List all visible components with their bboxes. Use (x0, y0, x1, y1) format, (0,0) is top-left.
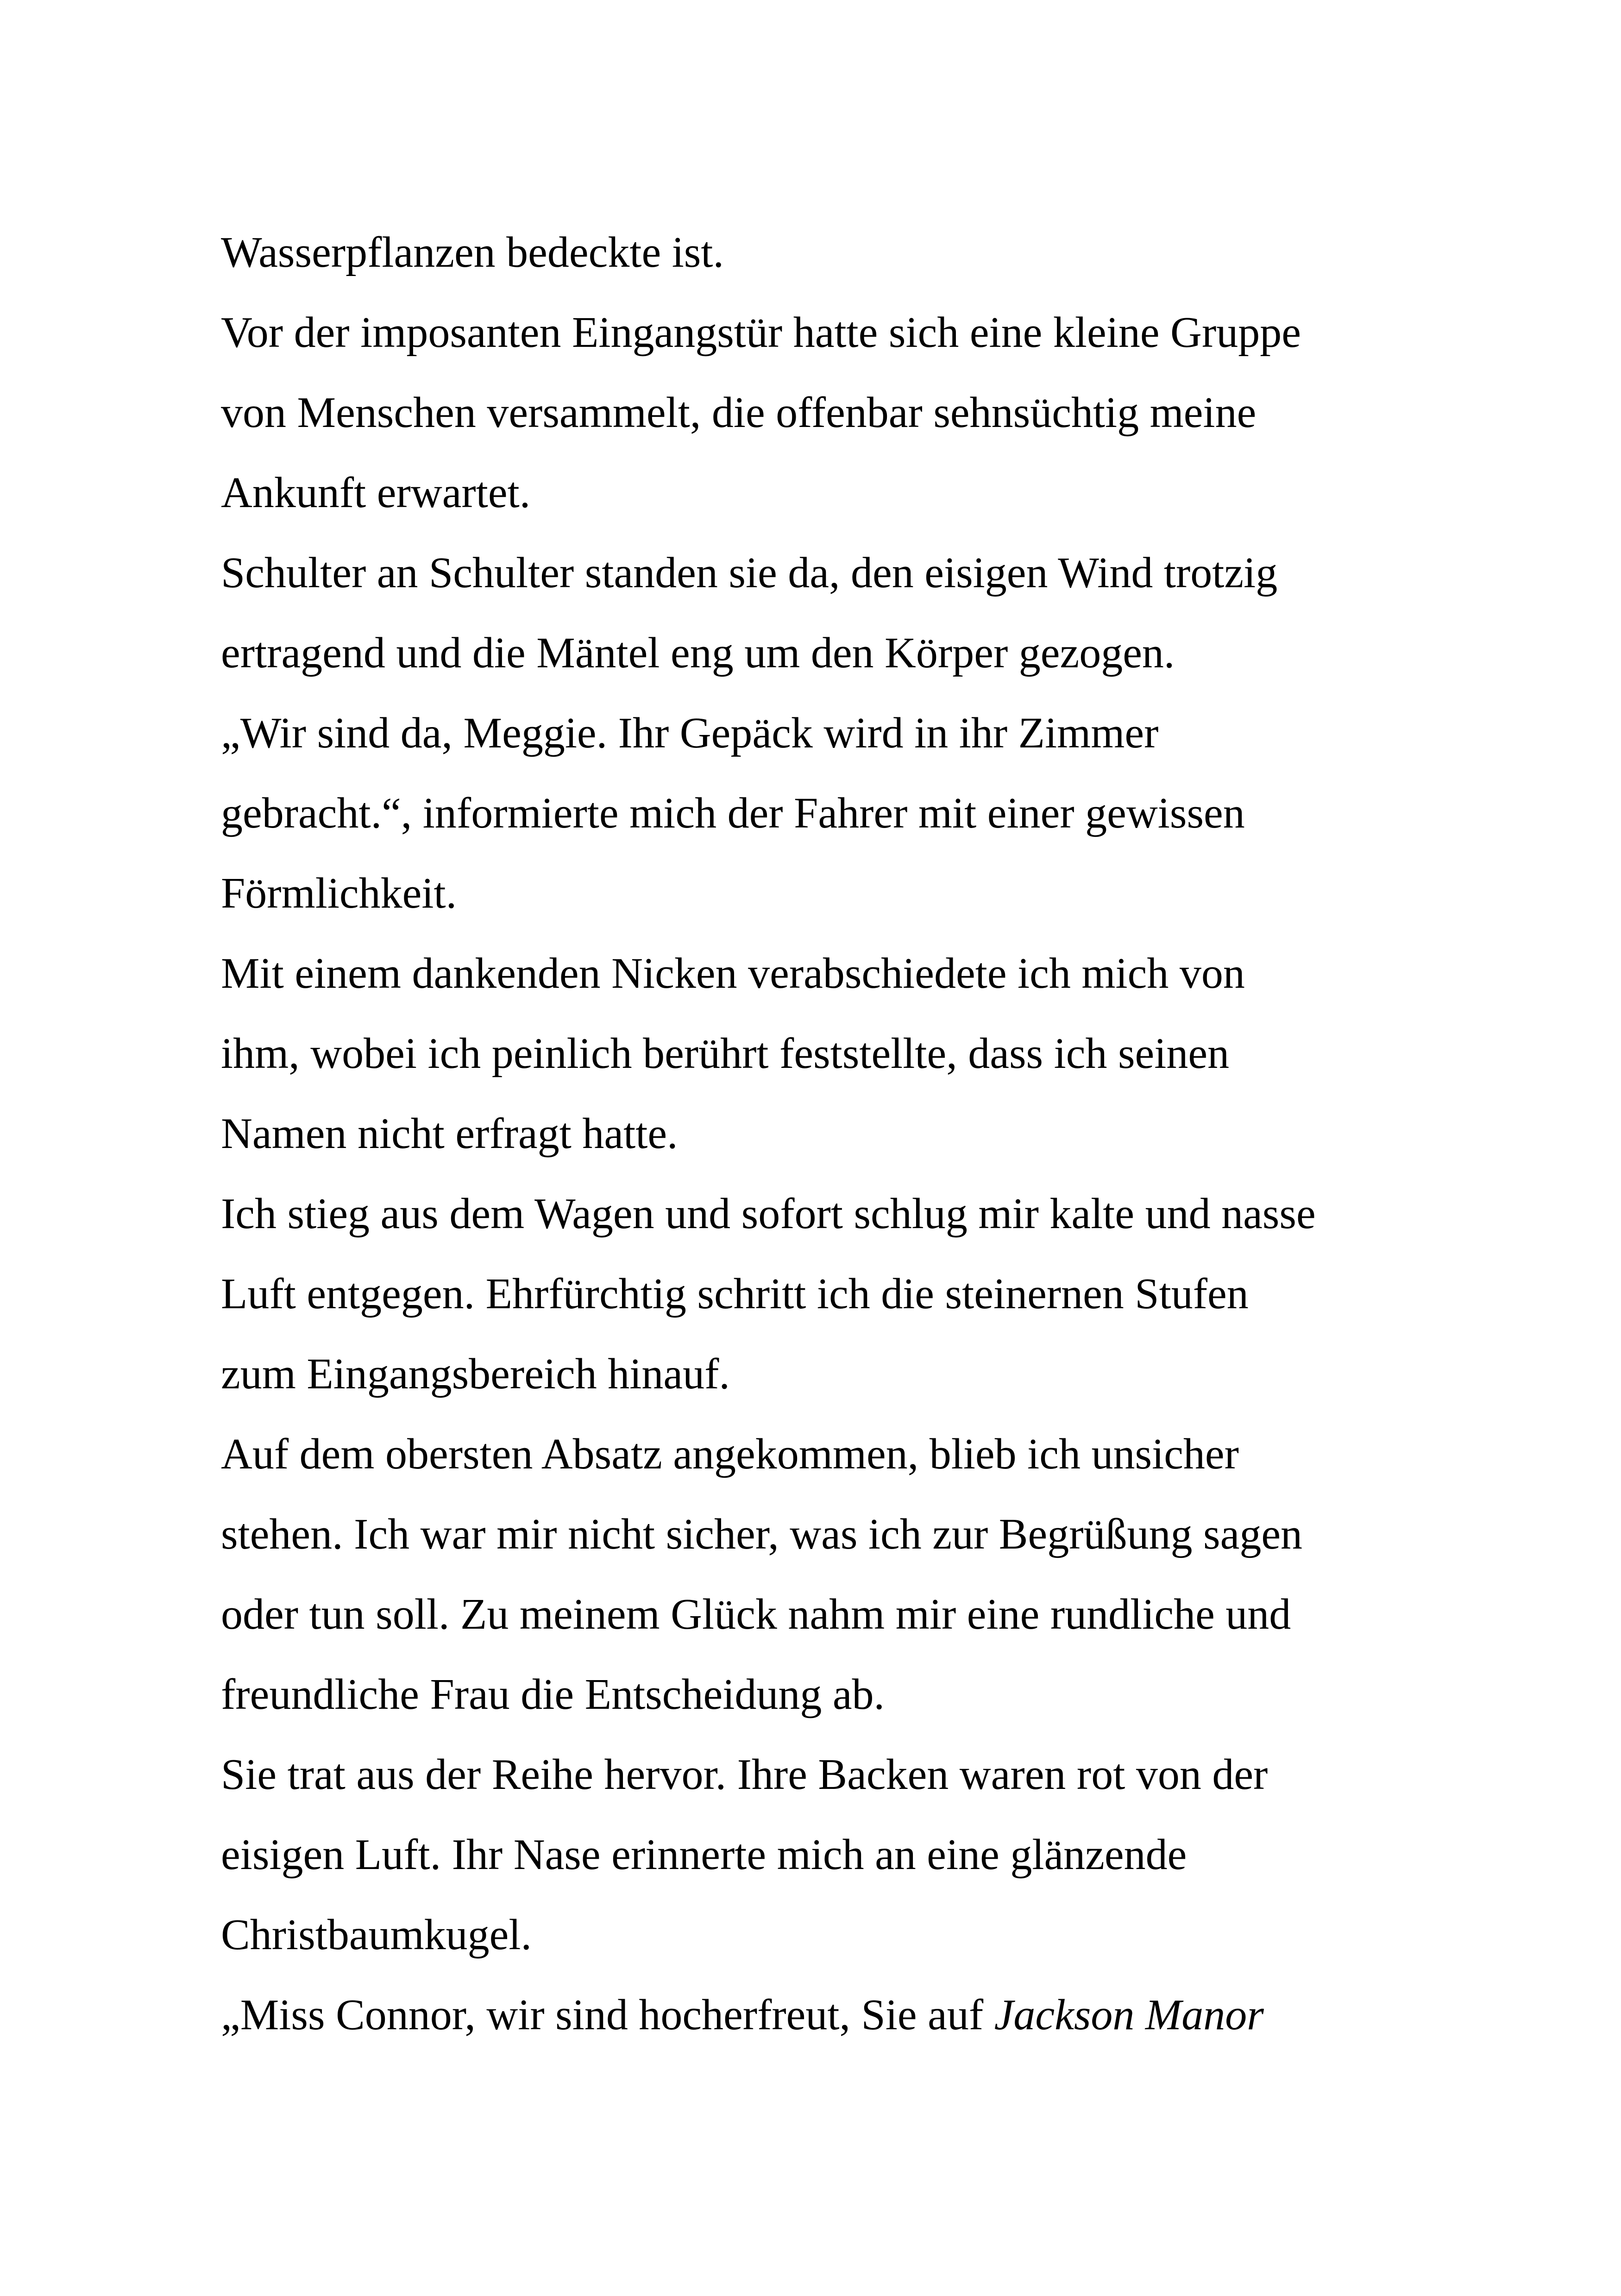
text-line: zum Eingangsbereich hinauf. (221, 1350, 730, 1398)
text-line: Wasserpflanzen bedeckte ist. (221, 228, 724, 276)
text-line: Ich stieg aus dem Wagen und sofort schlug mir kalte und nasse (221, 1190, 1316, 1238)
text-line: „Wir sind da, Meggie. Ihr Gepäck wird in ihr Zimmer (221, 709, 1159, 757)
text-line: Sie trat aus der Reihe hervor. Ihre Backen waren rot von der (221, 1750, 1268, 1799)
text-line: Schulter an Schulter standen sie da, den eisigen Wind trotzig (221, 549, 1278, 597)
text-line: Ankunft erwartet. (221, 469, 531, 517)
text-line: eisigen Luft. Ihr Nase erinnerte mich an eine glänzende (221, 1831, 1187, 1879)
body-text (221, 213, 1425, 2055)
last-line-prefix: „Miss Connor, wir sind hocherfreut, Sie auf (221, 1991, 994, 2039)
text-line: ihm, wobei ich peinlich berührt feststellte, dass ich seinen (221, 1029, 1230, 1078)
text-line: Mit einem dankenden Nicken verabschiedete ich mich von (221, 949, 1245, 997)
text-line: von Menschen versammelt, die offenbar sehnsüchtig meine (221, 389, 1257, 437)
last-text-line (221, 1975, 1425, 2055)
text-line: Christbaumkugel. (221, 1911, 532, 1959)
text-line: Förmlichkeit. (221, 869, 457, 917)
text-line: gebracht.“, informierte mich der Fahrer mit einer gewissen (221, 789, 1245, 837)
text-line: Namen nicht erfragt hatte. (221, 1110, 678, 1158)
text-line: stehen. Ich war mir nicht sicher, was ich zur Begrüßung sagen (221, 1510, 1303, 1558)
text-line: Auf dem obersten Absatz angekommen, blieb ich unsicher (221, 1430, 1239, 1478)
text-line: freundliche Frau die Entscheidung ab. (221, 1670, 885, 1719)
text-line: Vor der imposanten Eingangstür hatte sich eine kleine Gruppe (221, 308, 1301, 357)
italic-place-name: Jackson Manor (994, 1991, 1264, 2039)
text-line: Luft entgegen. Ehrfürchtig schritt ich die steinernen Stufen (221, 1270, 1249, 1318)
text-line: ertragend und die Mäntel eng um den Körper gezogen. (221, 629, 1175, 677)
text-line: oder tun soll. Zu meinem Glück nahm mir eine rundliche und (221, 1590, 1291, 1638)
